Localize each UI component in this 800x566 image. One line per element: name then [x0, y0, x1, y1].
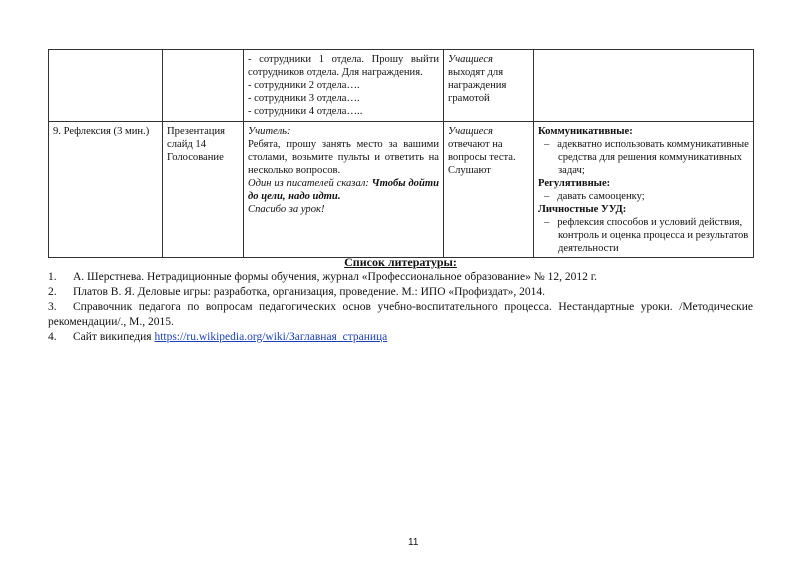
- table-cell: [534, 122, 754, 258]
- item-number: 4.: [48, 331, 57, 343]
- literature-item: [48, 285, 753, 300]
- quote-intro: Один из писателей сказал:: [248, 178, 369, 189]
- cell-line: - сотрудники 4 отдела…..: [248, 106, 363, 117]
- uud-heading: Личностные УУД:: [538, 204, 627, 215]
- table-cell: [444, 50, 534, 122]
- lesson-table: [48, 49, 754, 258]
- item-text: Платов В. Я. Деловые игры: разработка, организация, проведение. М.: ИПО «Профиздат», 2014.: [73, 286, 545, 298]
- cell-line: - сотрудники 3 отдела….: [248, 93, 360, 104]
- item-number: 3.: [48, 301, 57, 313]
- teacher-label: Учитель:: [248, 126, 291, 137]
- item-text: Сайт википедия: [73, 331, 155, 343]
- uud-item-text: рефлексия способов и условий действия, контроль и оценка процесса и результатов деятельности: [557, 217, 749, 254]
- uud-item-text: адекватно использовать коммуникативные средства для решения коммуникативных задач;: [557, 139, 749, 176]
- page-number: 11: [408, 537, 419, 548]
- item-text: Справочник педагога по вопросам педагогических основ учебно-воспитательного процесса. Нестандартные уроки. /Методические рекомендации/., М., 2015.: [48, 301, 753, 328]
- item-number: 1.: [48, 271, 57, 283]
- uud-item: – рефлексия способов и условий действия, контроль и оценка процесса и результатов деятельности: [544, 217, 749, 254]
- table-cell: [444, 122, 534, 258]
- cell-text: отвечают на вопросы теста. Слушают: [448, 139, 516, 176]
- table-cell: [244, 50, 444, 122]
- literature-item: [48, 300, 753, 330]
- quote: Чтобы дойти до цели, надо идти.: [248, 178, 439, 202]
- table-row: [49, 50, 754, 122]
- uud-item: – давать самооценку;: [544, 191, 645, 202]
- uud-item-text: давать самооценку;: [557, 191, 645, 202]
- thanks: Спасибо за урок!: [248, 204, 325, 215]
- table-cell: [244, 122, 444, 258]
- cell-text: выходят для награждения грамотой: [448, 67, 507, 104]
- cell-italic: Учащиеся: [448, 54, 493, 65]
- table-cell: 9. Рефлексия (3 мин.): [49, 122, 163, 258]
- cell-text: Ребята, прошу занять место за вашими столами, возьмите пульты и ответить на несколько вопросов.: [248, 139, 439, 176]
- table-row: [49, 122, 754, 258]
- literature-title: Список литературы:: [344, 255, 457, 269]
- uud-item: – адекватно использовать коммуникативные средства для решения коммуникативных задач;: [544, 139, 749, 176]
- table-cell: [49, 50, 163, 122]
- item-number: 2.: [48, 286, 57, 298]
- literature-item: [48, 330, 753, 345]
- table-cell: [534, 50, 754, 122]
- literature-section: [48, 255, 753, 345]
- uud-heading: Регулятивные:: [538, 178, 611, 189]
- table-cell: Презентация слайд 14 Голосование: [163, 122, 244, 258]
- cell-line: - сотрудники 2 отдела….: [248, 80, 360, 91]
- wikipedia-link[interactable]: https://ru.wikipedia.org/wiki/Заглавная_страница: [154, 331, 388, 343]
- uud-heading: Коммуникативные:: [538, 126, 633, 137]
- table-cell: [163, 50, 244, 122]
- cell-line: - сотрудники 1 отдела. Прошу выйти сотрудников отдела. Для награждения.: [248, 54, 439, 78]
- literature-item: [48, 270, 753, 285]
- item-text: А. Шерстнева. Нетрадиционные формы обучения, журнал «Профессиональное образование» № 12, 2012 г.: [73, 271, 598, 283]
- cell-italic: Учащиеся: [448, 126, 493, 137]
